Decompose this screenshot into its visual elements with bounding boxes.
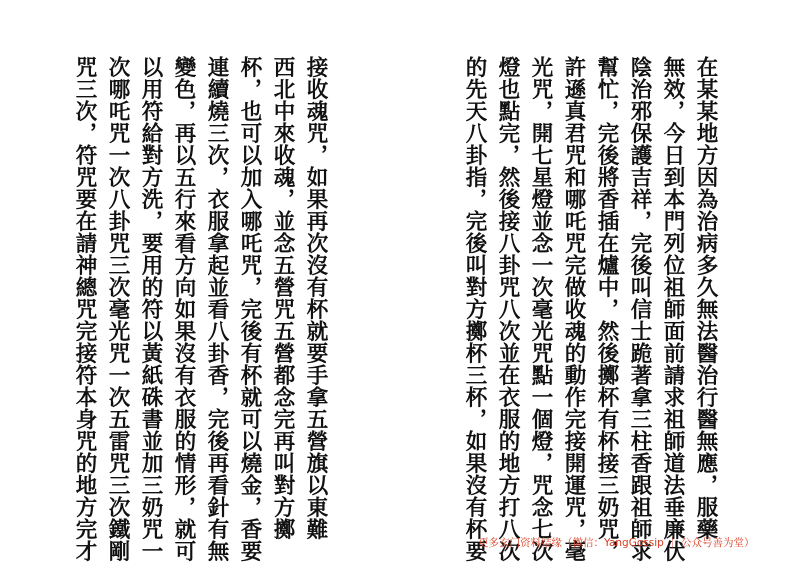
text-column: 杯，也可以加入哪吒咒，完後有杯就可以燒金，香要: [237, 56, 262, 562]
text-column: 連續燒三次，衣服拿起並看八卦香，完後再看針有無: [204, 56, 229, 562]
page-divider: [396, 0, 397, 560]
text-column: 次哪吒咒一次八卦咒三次毫光咒一次五雷咒三次鐵剛: [105, 56, 130, 562]
text-column: 的先天八卦指，完後叫對方擲杯三杯，如果沒有杯要: [462, 56, 487, 562]
text-column: 光咒，開七星燈並念一次毫光咒點一個燈，咒念七次: [528, 56, 553, 562]
left-page: [0, 0, 396, 560]
text-column: 幫忙，完後將香插在爐中，然後擲杯有杯接三奶咒，: [594, 56, 619, 562]
text-column: 在某某地方因為治病多久無法醫治行醫無應，服藥: [693, 56, 718, 540]
text-column: 以用符給對方洗，要用的符以黃紙硃書並加三奶咒一: [138, 56, 163, 562]
text-column: 咒三次，符咒要在請神總咒完接符本身咒的地方完才: [72, 56, 97, 562]
text-column: 西北中來收魂，並念五營咒五營都念完再叫對方擲: [270, 56, 295, 540]
text-column: 燈也點完，然後接八卦咒八次並在衣服的地方打八次: [495, 56, 520, 562]
footer-watermark: 更多玄门资料结缘（微信：YangGossip ｜ 公众号善为堂）: [478, 537, 755, 549]
right-page: [397, 0, 793, 560]
text-column: 變色，再以五行來看方向如果沒有衣服的情形，就可: [171, 56, 196, 562]
text-column: 許遜真君咒和哪吒咒完做收魂的動作完接開運咒，毫: [561, 56, 586, 562]
text-column: 無效，今日到本門列位祖師面前請求祖師道法垂廉伏: [660, 56, 685, 562]
text-column: 陰治邪保護吉祥，完後叫信士跪著拿三柱香跟祖師求: [627, 56, 652, 562]
text-column: 接收魂咒，如果再次沒有杯就要手拿五營旗以東難: [303, 56, 328, 540]
